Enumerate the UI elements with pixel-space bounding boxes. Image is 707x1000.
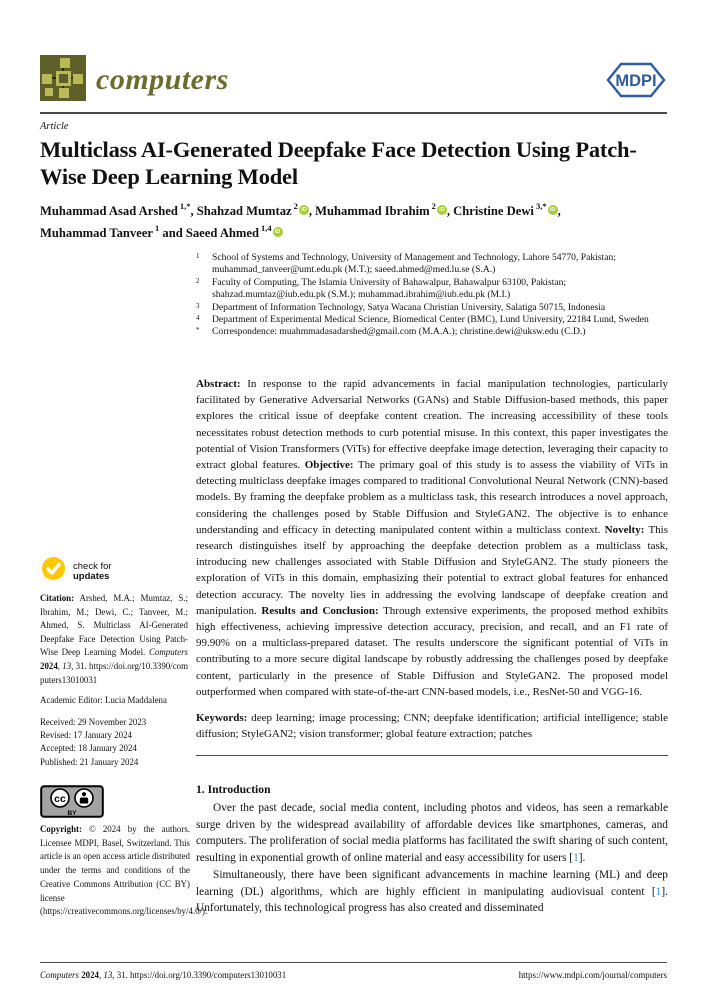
abstract-label: Abstract:: [196, 378, 241, 390]
reference-link-1[interactable]: 1: [573, 852, 579, 865]
orcid-icon[interactable]: iD: [548, 205, 558, 215]
intro-paragraph-2: Simultaneously, there have been significant advancements in machine learning (ML) and deep learning (DL) algorithms, which are highly efficient in manipulating audiovisual content [1]. Unfortunately, this technological progress has also created and disseminated: [196, 868, 668, 915]
check-for-updates-badge[interactable]: [40, 556, 112, 588]
authors-row-2: [40, 220, 680, 242]
citation-doi-link[interactable]: https://doi.org/10.3390/computers13010031: [40, 660, 188, 685]
orcid-icon[interactable]: iD: [299, 205, 309, 215]
mdpi-logo-text: MDPI: [615, 72, 657, 90]
affiliation-item: 3 Department of Information Technology, Satya Wacana Christian University, Salatiga 50715, Indonesia: [196, 301, 606, 313]
copyright-label: Copyright:: [40, 824, 82, 834]
check-for-updates-icon: [40, 556, 67, 588]
footer-journal-url[interactable]: https://www.mdpi.com/journal/computers: [518, 970, 667, 980]
page-title: Multiclass AI-Generated Deepfake Face Detection Using Patch-Wise Deep Learning Model: [40, 137, 637, 189]
orcid-icon[interactable]: iD: [273, 227, 283, 237]
revised-date: Revised: 17 January 2024: [40, 730, 132, 741]
author: Saeed Ahmed $^{1,4}$ iD: [186, 226, 283, 240]
reference-link-1[interactable]: 1: [655, 885, 662, 898]
author: Muhammad Asad Arshed $^{1,*}$,: [40, 201, 197, 218]
orcid-icon[interactable]: iD: [437, 205, 447, 215]
section-heading-introduction: 1. Introduction: [196, 783, 271, 796]
accepted-date: Accepted: 18 January 2024: [40, 743, 137, 754]
affiliation-item: 1 School of Systems and Technology, University of Management and Technology, Lahore 54770, Pakistan; muhammad_tanveer@umt.edu.pk (M.T.); saeed.ahmed@med.lu.se (S.A.): [196, 252, 616, 276]
author: Christine Dewi $^{3,*}$ iD ,: [453, 201, 561, 218]
cc-icon-text: cc: [54, 793, 66, 805]
intro-paragraph-1: Over the past decade, social media content, including photos and videos, has seen a remarkable surge driven by the widespread availability of affordable devices like smartphones, cameras, and computers. The proliferation of social media platforms has facilitated the swift sharing of such content, resulting in exponential growth of online material and easy accessibility for users [1].: [196, 802, 668, 865]
computers-journal-logo-icon: [40, 55, 86, 106]
journal-header: [40, 54, 667, 106]
introduction-body: [196, 800, 668, 917]
keywords-label: Keywords:: [196, 712, 248, 724]
check-for-updates-text: check for updates: [73, 560, 112, 582]
page-footer: [40, 970, 667, 980]
authors-row-1: [40, 198, 680, 220]
copyright-block: Copyright: © 2024 by the authors. Licensee MDPI, Basel, Switzerland. This article is an open access article distributed under the terms and conditions of the Creative Commons Attribution (CC BY) license (https://creativecommons.org/licenses/by/4.0/).: [40, 824, 208, 917]
author: Muhammad Ibrahim $^2$ iD ,: [315, 201, 454, 218]
authors-line: [40, 198, 680, 242]
article-type-label: Article: [40, 121, 69, 132]
affiliation-item: 2 Faculty of Computing, The Islamia University of Bahawalpur, Bahawalpur 63100, Pakistan; shahzad.mumtaz@iub.edu.pk (S.M.); muhammad.ibrahim@iub.edu.pk (M.I.): [196, 276, 567, 301]
journal-brand: [40, 55, 229, 106]
footer-divider: [40, 962, 667, 963]
objective-label: Objective:: [304, 459, 354, 472]
article-dates: [40, 716, 190, 769]
author: Shahzad Mumtaz $^2$ iD ,: [196, 201, 316, 218]
cc-by-license-icon[interactable]: [40, 785, 104, 823]
cc-by-text: BY: [67, 810, 77, 817]
results-label: Results and Conclusion:: [261, 604, 379, 617]
affiliation-item: 4 Department of Experimental Medical Science, Biomedical Center (BMC), Lund University, 22184 Lund, Sweden: [196, 314, 649, 326]
novelty-label: Novelty:: [604, 523, 645, 536]
published-date: Published: 21 January 2024: [40, 756, 139, 767]
footer-doi-link[interactable]: https://doi.org/10.3390/computers13010031: [130, 970, 287, 980]
journal-name: computers: [96, 63, 229, 96]
citation-block: Citation: Arshed, M.A.; Mumtaz, S.; Ibrahim, M.; Dewi, C.; Tanveer, M.; Ahmed, S. Multiclass AI-Generated Deepfake Face Detection Using Patch-Wise Deep Learning Model. Computers 2024, 13, 31. https://doi.org/10.3390/computers13010031: [40, 593, 188, 685]
keywords-divider: [196, 755, 668, 756]
citation-label: Citation:: [40, 593, 75, 603]
affiliation-item: * Correspondence: muahmmadasadarshed@gmail.com (M.A.A.); christine.dewi@uksw.edu (C.D.): [196, 326, 586, 338]
header-divider: [40, 112, 667, 114]
mdpi-logo[interactable]: [605, 61, 667, 99]
received-date: Received: 29 November 2023: [40, 717, 147, 727]
abstract: Abstract: In response to the rapid advancements in facial manipulation technologies, particularly facilitated by Generative Adversarial Networks (GANs) and Stable Diffusion-based methods, this paper explores the critical issue of deepfake content creation. The increasing accessibility of these tools necessitates robust detection methods to curb potential misuse. In this context, this paper investigates the potential of Vision Transformers (ViTs) for effective deepfake image detection, leveraging their capacity to extract global features. Objective: The primary goal of this study is to assess the viability of ViTs in detecting multiclass deepfake images compared to traditional Convolutional Neural Network (CNN)-based models. By framing the deepfake problem as a multiclass task, this research introduces a novel approach, considering the challenges posed by Stable Diffusion and StyleGAN2. The objective is to enhance understanding and efficacy in detecting manipulated content within a multiclass context. Novelty: This research distinguishes itself by approaching the deepfake detection problem as a multiclass task, introducing new challenges associated with Stable Diffusion and StyleGAN2. The study pioneers the exploration of ViTs in this domain, emphasizing their potential to extract global features for enhanced detection accuracy. The novelty lies in addressing the evolving landscape of deepfake creation and manipulation. Results and Conclusion: Through extensive experiments, the proposed method exhibits high effectiveness, achieving impressive detection accuracy, precision, and recall, and an F1 rate of 99.90% on a multiclass-prepared dataset. The results underscore the significant potential of ViTs in contributing to a more secure digital landscape by robustly addressing the challenges posed by deepfake content, particularly in the presence of Stable Diffusion and StyleGAN2. The proposed model outperformed when compared with state-of-the-art CNN-based models, i.e., ResNet-50 and VGG-16.: [196, 378, 669, 698]
affiliations-list: [196, 252, 668, 339]
academic-editor-line: Academic Editor: Lucia Maddalena: [40, 695, 167, 705]
footer-citation: Computers 2024, 13, 31. https://doi.org/10.3390/computers13010031: [40, 970, 287, 980]
keywords: Keywords: deep learning; image processing; CNN; deepfake identification; artificial intelligence; stable diffusion; StyleGAN2; vision transformer; global feature extraction; patches: [196, 712, 668, 741]
author: Muhammad Tanveer $^1$ and: [40, 223, 186, 240]
